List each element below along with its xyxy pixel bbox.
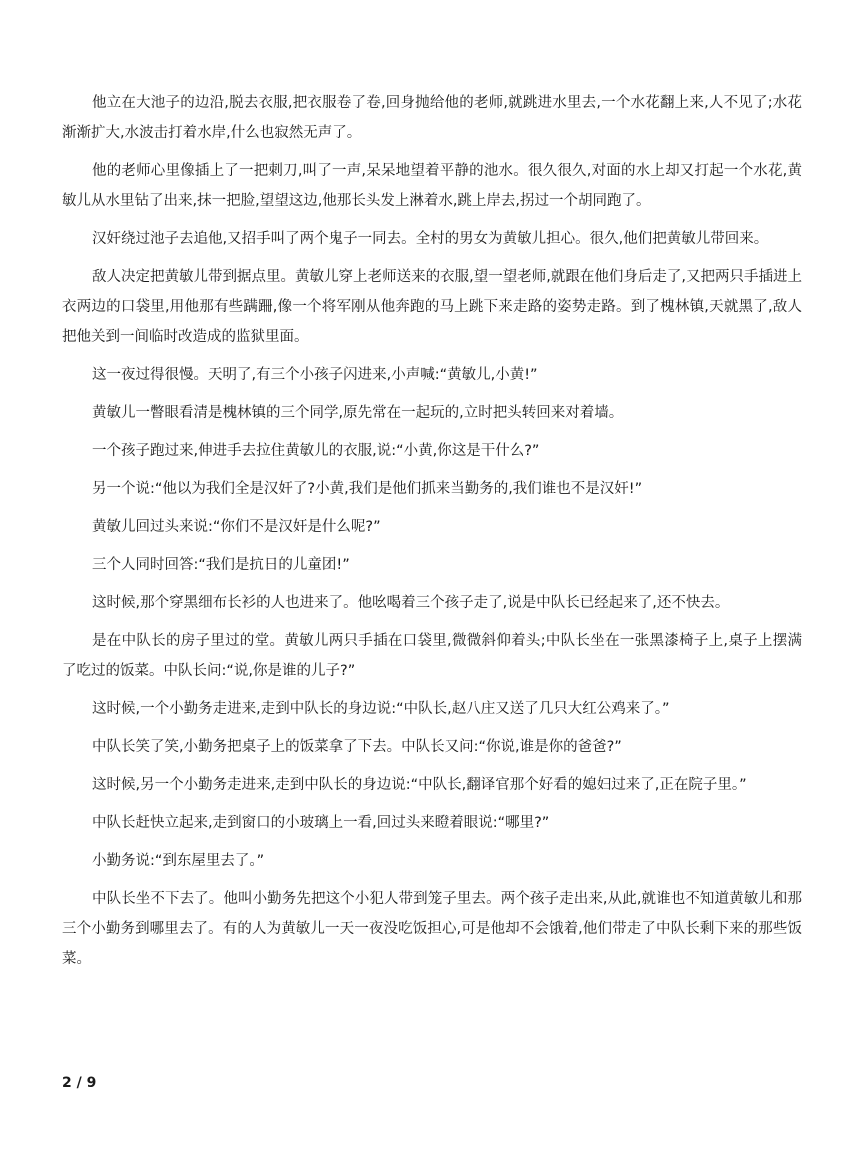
document-body [62, 88, 802, 982]
paragraph-11: 这时候,那个穿黑细布长衫的人也进来了。他吆喝着三个孩子走了,说是中队长已经起来了,还不快去。 [92, 595, 730, 611]
paragraph-12: 是在中队长的房子里过的堂。黄敏儿两只手插在口袋里,微微斜仰着头;中队长坐在一张黑漆椅子上,桌子上摆满了吃过的饭菜。中队长问:“说,你是谁的儿子?” [62, 633, 802, 679]
paragraph-14: 中队长笑了笑,小勤务把桌子上的饭菜拿了下去。中队长又问:“你说,谁是你的爸爸?” [92, 739, 622, 755]
paragraph-18: 中队长坐不下去了。他叫小勤务先把这个小犯人带到笼子里去。两个孩子走出来,从此,就谁也不知道黄敏儿和那三个小勤务到哪里去了。有的人为黄敏儿一天一夜没吃饭担心,可是他却不会饿着,他们带走了中队长剩下来的那些饭菜。 [62, 891, 802, 967]
paragraph-17: 小勤务说:“到东屋里去了。” [92, 853, 265, 869]
paragraph-5: 这一夜过得很慢。天明了,有三个小孩子闪进来,小声喊:“黄敏儿,小黄!” [92, 367, 538, 383]
paragraph-6: 黄敏儿一瞥眼看清是槐林镇的三个同学,原先常在一起玩的,立时把头转回来对着墙。 [92, 405, 624, 421]
page-number: 2 / 9 [62, 1075, 97, 1091]
paragraph-7: 一个孩子跑过来,伸进手去拉住黄敏儿的衣服,说:“小黄,你这是干什么?” [92, 443, 540, 459]
paragraph-1: 他立在大池子的边沿,脱去衣服,把衣服卷了卷,回身抛给他的老师,就跳进水里去,一个水花翻上来,人不见了;水花渐渐扩大,水波击打着水岸,什么也寂然无声了。 [62, 95, 802, 141]
paragraph-9: 黄敏儿回过头来说:“你们不是汉奸是什么呢?” [92, 519, 381, 535]
paragraph-15: 这时候,另一个小勤务走进来,走到中队长的身边说:“中队长,翻译官那个好看的媳妇过来了,正在院子里。” [92, 777, 747, 793]
paragraph-3: 汉奸绕过池子去追他,又招手叫了两个鬼子一同去。全村的男女为黄敏儿担心。很久,他们把黄敏儿带回来。 [92, 231, 769, 247]
paragraph-8: 另一个说:“他以为我们全是汉奸了?小黄,我们是他们抓来当勤务的,我们谁也不是汉奸!” [92, 481, 643, 497]
paragraph-2: 他的老师心里像插上了一把刺刀,叫了一声,呆呆地望着平静的池水。很久很久,对面的水上却又打起一个水花,黄敏儿从水里钻了出来,抹一把脸,望望这边,他那长头发上淋着水,跳上岸去,拐过一个胡同跑了。 [62, 163, 802, 209]
paragraph-10: 三个人同时回答:“我们是抗日的儿童团!” [92, 557, 350, 573]
paragraph-16: 中队长赶快立起来,走到窗口的小玻璃上一看,回过头来瞪着眼说:“哪里?” [92, 815, 550, 831]
paragraph-13: 这时候,一个小勤务走进来,走到中队长的身边说:“中队长,赵八庄又送了几只大红公鸡来了。” [92, 701, 670, 717]
paragraph-4: 敌人决定把黄敏儿带到据点里。黄敏儿穿上老师送来的衣服,望一望老师,就跟在他们身后走了,又把两只手插进上衣两边的口袋里,用他那有些蹒跚,像一个将军刚从他奔跑的马上跳下来走路的姿势走路。到了槐林镇,天就黑了,敌人把他关到一间临时改造成的监狱里面。 [62, 269, 802, 345]
